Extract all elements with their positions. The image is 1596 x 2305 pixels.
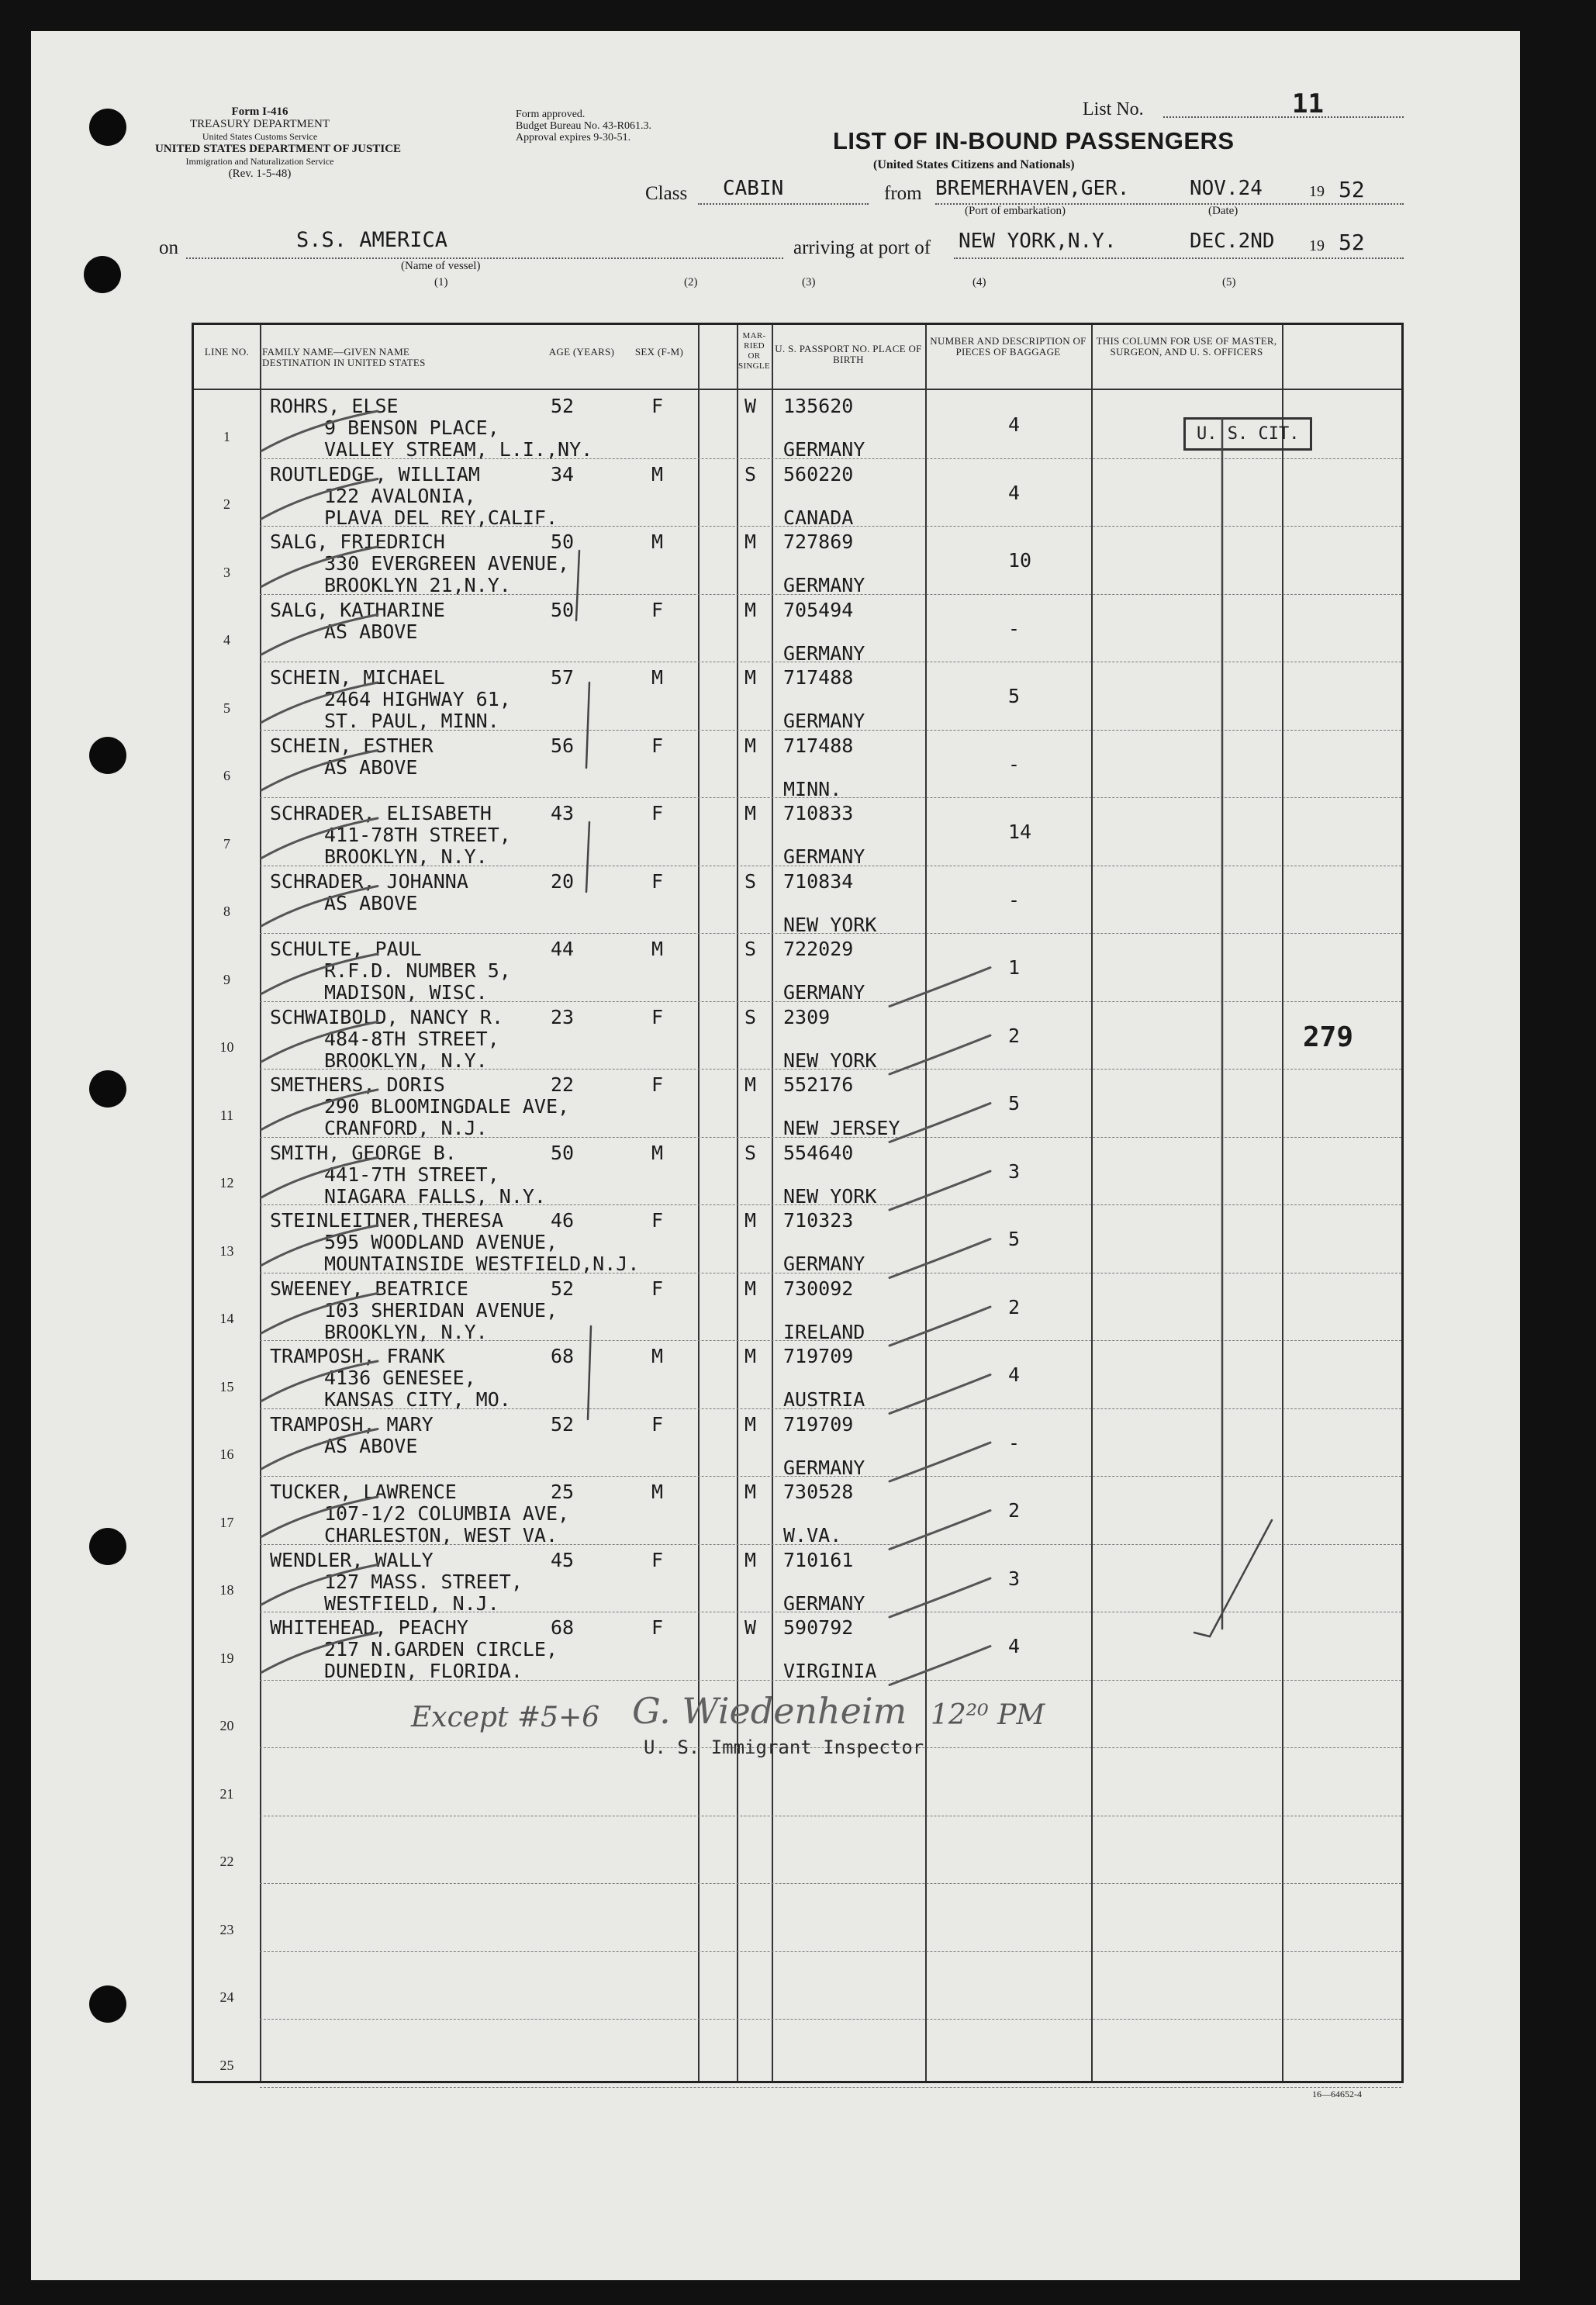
binder-hole [89, 1985, 126, 2023]
passenger-age: 52 [551, 1277, 575, 1300]
header-line-no: LINE NO. [204, 346, 250, 358]
passenger-marital-status: M [744, 1209, 757, 1232]
passenger-age: 44 [551, 938, 575, 960]
passport-number: 730528 [783, 1481, 854, 1503]
passenger-city: DUNEDIN, FLORIDA. [324, 1660, 523, 1682]
passenger-marital-status: S [744, 1141, 757, 1164]
passenger-city: BROOKLYN, N.Y. [324, 845, 488, 868]
passenger-marital-status: S [744, 1005, 757, 1028]
footer-code: 16—64652-4 [1312, 2089, 1362, 2099]
passenger-name: SALG, FRIEDRICH [270, 530, 445, 553]
passport-number: 552176 [783, 1073, 854, 1096]
passenger-city: NIAGARA FALLS, N.Y. [324, 1184, 546, 1208]
header-name: FAMILY NAME—GIVEN NAME DESTINATION IN UNITED STATES [262, 346, 426, 368]
passport-number: 590792 [783, 1616, 854, 1639]
passenger-age: 68 [551, 1616, 575, 1639]
place-of-birth: W.VA. [783, 1524, 842, 1546]
line-number: 16 [219, 1446, 234, 1462]
passenger-name: SCHRADER, JOHANNA [270, 869, 468, 893]
line-number: 23 [219, 1921, 234, 1937]
passenger-marital-status: M [744, 1481, 757, 1503]
passenger-sex: M [651, 1481, 664, 1503]
baggage-count: 1 [1008, 956, 1021, 979]
passenger-city: MADISON, WISC. [324, 981, 488, 1004]
passenger-sex: M [651, 1345, 664, 1367]
baggage-count: 2 [1008, 1295, 1021, 1318]
embarkation-port-value: BREMERHAVEN,GER. [935, 177, 1130, 200]
col-num: (1) [434, 276, 448, 289]
approval-line: Budget Bureau No. 43-R061.3. [516, 120, 651, 132]
passport-number: 135620 [783, 395, 854, 417]
passenger-address: 595 WOODLAND AVENUE, [324, 1231, 558, 1253]
page-title: LIST OF IN-BOUND PASSENGERS [833, 127, 1235, 154]
passenger-age: 45 [551, 1548, 575, 1571]
baggage-count: 3 [1008, 1567, 1021, 1590]
passenger-name: SCHULTE, PAUL [270, 938, 422, 960]
passenger-city: BROOKLYN, N.Y. [324, 1320, 488, 1343]
passenger-address: 290 BLOOMINGDALE AVE, [324, 1095, 570, 1118]
passenger-address: 122 AVALONIA, [324, 484, 476, 507]
passenger-name: ROHRS, ELSE [270, 395, 399, 417]
passenger-city: KANSAS CITY, MO. [324, 1388, 511, 1411]
passenger-address: 9 BENSON PLACE, [324, 416, 499, 439]
passenger-name: SCHRADER, ELISABETH [270, 802, 492, 824]
passenger-age: 22 [551, 1073, 575, 1096]
binder-hole [84, 256, 121, 293]
date-caption: (Date) [1208, 205, 1238, 217]
line-number: 11 [219, 1107, 234, 1123]
passenger-city: VALLEY STREAM, L.I.,NY. [324, 438, 593, 461]
passenger-city: ST. PAUL, MINN. [324, 710, 499, 732]
from-label: from [884, 183, 922, 204]
passenger-marital-status: M [744, 1073, 757, 1096]
department-block [155, 105, 402, 180]
arriving-label: arriving at port of [793, 237, 931, 258]
passenger-age: 50 [551, 1141, 575, 1164]
passenger-sex: F [651, 395, 664, 417]
passenger-address: 411-78TH STREET, [324, 824, 511, 846]
inspector-note: Except #5+6 [411, 1702, 600, 1733]
officer-count-number: 279 [1303, 1021, 1354, 1053]
passport-number: 727869 [783, 530, 854, 553]
form-page [31, 31, 1520, 2280]
place-of-birth: GERMANY [783, 641, 865, 665]
baggage-count: 2 [1008, 1499, 1021, 1522]
baggage-count: 3 [1008, 1159, 1021, 1183]
passenger-city: CRANFORD, N.J. [324, 1117, 488, 1139]
place-of-birth: GERMANY [783, 574, 865, 596]
header-sex: SEX (F-M) [634, 346, 684, 358]
passenger-name: TRAMPOSH, FRANK [270, 1345, 445, 1367]
passenger-name: SCHEIN, MICHAEL [270, 666, 445, 689]
baggage-count: 4 [1008, 481, 1021, 504]
dept-treasury: TREASURY DEPARTMENT [189, 118, 330, 130]
col-num: (4) [972, 276, 986, 289]
line-number: 25 [219, 2057, 234, 2073]
binder-hole [89, 737, 126, 774]
baggage-count: 4 [1008, 1363, 1021, 1386]
departure-year-value: 52 [1339, 177, 1365, 202]
passport-number: 554640 [783, 1141, 854, 1164]
passenger-name: SCHWAIBOLD, NANCY R. [270, 1005, 504, 1028]
passenger-name: TRAMPOSH, MARY [270, 1412, 434, 1436]
passenger-marital-status: S [744, 869, 757, 893]
col-num: (2) [684, 276, 698, 289]
passenger-address: 441-7TH STREET, [324, 1163, 499, 1186]
passenger-address: 127 MASS. STREET, [324, 1570, 523, 1593]
passport-number: 705494 [783, 598, 854, 621]
baggage-count: 2 [1008, 1024, 1021, 1047]
line-number: 22 [219, 1854, 234, 1869]
passenger-age: 43 [551, 802, 575, 824]
passport-number: 2309 [783, 1005, 831, 1028]
header-age: AGE (YEARS) [548, 346, 615, 358]
passport-number: 717488 [783, 666, 854, 689]
place-of-birth: NEW JERSEY [783, 1117, 900, 1139]
passenger-sex: F [651, 802, 664, 824]
passenger-name: SWEENEY, BEATRICE [270, 1277, 468, 1300]
passport-number: 560220 [783, 462, 854, 486]
passenger-sex: F [651, 1616, 664, 1639]
binder-hole [89, 1528, 126, 1565]
passenger-address: 2464 HIGHWAY 61, [324, 688, 511, 710]
passenger-marital-status: M [744, 530, 757, 553]
place-of-birth: NEW YORK [783, 1184, 877, 1208]
passenger-age: 25 [551, 1481, 575, 1503]
passenger-marital-status: M [744, 1412, 757, 1436]
dept-justice: UNITED STATES DEPARTMENT OF JUSTICE [155, 143, 402, 155]
passenger-age: 52 [551, 395, 575, 417]
passenger-address: AS ABOVE [324, 620, 418, 643]
on-label: on [159, 237, 178, 258]
passenger-sex: F [651, 598, 664, 621]
passport-number: 710161 [783, 1548, 854, 1571]
passenger-name: SMETHERS, DORIS [270, 1073, 445, 1096]
place-of-birth: IRELAND [783, 1320, 865, 1343]
passenger-sex: M [651, 666, 664, 689]
passenger-sex: F [651, 1209, 664, 1232]
passenger-age: 57 [551, 666, 575, 689]
header-baggage: NUMBER AND DESCRIPTION OF PIECES OF BAGGAGE [930, 335, 1086, 358]
place-of-birth: NEW YORK [783, 913, 877, 936]
passport-number: 717488 [783, 734, 854, 757]
place-of-birth: GERMANY [783, 1253, 865, 1275]
passenger-name: SCHEIN, ESTHER [270, 734, 434, 757]
passenger-city: PLAVA DEL REY,CALIF. [324, 506, 558, 529]
place-of-birth: GERMANY [783, 710, 865, 732]
baggage-count: 5 [1008, 1228, 1021, 1250]
place-of-birth: GERMANY [783, 1591, 865, 1615]
baggage-count: 4 [1008, 1635, 1021, 1657]
passenger-sex: F [651, 734, 664, 757]
class-label: Class [645, 183, 688, 204]
line-number: 3 [223, 564, 230, 580]
approval-block [516, 109, 651, 143]
passenger-city: CHARLESTON, WEST VA. [324, 1524, 558, 1546]
place-of-birth: GERMANY [783, 1456, 865, 1479]
baggage-count: 5 [1008, 1092, 1021, 1114]
col-num: (5) [1222, 276, 1236, 289]
line-number: 7 [223, 835, 230, 852]
binder-hole [89, 1070, 126, 1108]
passport-number: 722029 [783, 938, 854, 960]
passenger-age: 23 [551, 1005, 575, 1028]
embarkation-port-caption: (Port of embarkation) [965, 205, 1066, 217]
place-of-birth: MINN. [783, 777, 842, 800]
passenger-city: BROOKLYN, N.Y. [324, 1049, 488, 1072]
passenger-marital-status: M [744, 802, 757, 824]
passport-number: 710833 [783, 802, 854, 824]
passenger-address: 217 N.GARDEN CIRCLE, [324, 1638, 558, 1660]
passenger-address: AS ABOVE [324, 1434, 418, 1457]
passenger-address: 330 EVERGREEN AVENUE, [324, 552, 570, 575]
passenger-marital-status: M [744, 1345, 757, 1367]
passenger-age: 52 [551, 1412, 575, 1436]
line-number: 2 [223, 496, 230, 512]
baggage-count: 14 [1008, 821, 1032, 843]
passenger-marital-status: W [744, 1616, 757, 1639]
line-number: 8 [223, 904, 230, 919]
passenger-address: AS ABOVE [324, 755, 418, 779]
place-of-birth: AUSTRIA [783, 1388, 865, 1411]
line-number: 13 [219, 1242, 234, 1259]
baggage-count: 10 [1008, 549, 1032, 572]
form-number: Form I-416 [231, 105, 288, 118]
passenger-name: WENDLER, WALLY [270, 1548, 434, 1571]
line-number: 18 [219, 1582, 234, 1598]
passenger-marital-status: W [744, 395, 757, 417]
approval-line: Approval expires 9-30-51. [516, 132, 631, 143]
passenger-address: 103 SHERIDAN AVENUE, [324, 1298, 558, 1322]
passenger-age: 56 [551, 734, 575, 757]
baggage-count: - [1008, 752, 1021, 776]
baggage-count: - [1008, 888, 1021, 911]
dept-customs: United States Customs Service [202, 131, 318, 142]
arrival-year-value: 52 [1339, 230, 1365, 255]
line-number: 4 [223, 632, 230, 648]
place-of-birth: CANADA [783, 506, 854, 529]
passenger-address: 4136 GENESEE, [324, 1367, 476, 1389]
line-number: 15 [219, 1378, 234, 1394]
passenger-marital-status: M [744, 1277, 757, 1300]
passenger-age: 68 [551, 1345, 575, 1367]
binder-hole [89, 109, 126, 146]
approval-line: Form approved. [516, 109, 586, 120]
passport-number: 710834 [783, 869, 854, 893]
passenger-address: 484-8TH STREET, [324, 1027, 499, 1050]
passenger-name: TUCKER, LAWRENCE [270, 1481, 457, 1503]
passenger-sex: F [651, 1073, 664, 1096]
dept-immigration: Immigration and Naturalization Service [185, 156, 334, 167]
header-officers: THIS COLUMN FOR USE OF MASTER, SURGEON, AND U. S. OFFICERS [1096, 335, 1277, 358]
passenger-name: WHITEHEAD, PEACHY [270, 1616, 468, 1639]
line-number: 6 [223, 768, 230, 783]
line-number: 10 [219, 1039, 234, 1055]
line-number: 21 [219, 1785, 234, 1802]
passenger-sex: M [651, 1141, 664, 1164]
header-passport: U. S. PASSPORT NO. PLACE OF BIRTH [775, 343, 922, 365]
line-number: 9 [223, 971, 230, 987]
passenger-marital-status: M [744, 666, 757, 689]
passenger-marital-status: M [744, 1548, 757, 1571]
passenger-sex: M [651, 530, 664, 553]
passenger-name: SMITH, GEORGE B. [270, 1141, 457, 1164]
place-of-birth: GERMANY [783, 438, 865, 461]
passenger-age: 50 [551, 598, 575, 621]
passenger-sex: M [651, 938, 664, 960]
vessel-caption: (Name of vessel) [401, 260, 481, 272]
passenger-address: 107-1/2 COLUMBIA AVE, [324, 1502, 570, 1525]
line-number: 19 [219, 1650, 234, 1666]
line-number: 14 [219, 1311, 234, 1326]
page-subtitle: (United States Citizens and Nationals) [873, 158, 1075, 171]
place-of-birth: GERMANY [783, 981, 865, 1004]
passenger-name: ROUTLEDGE, WILLIAM [270, 462, 480, 486]
passenger-name: SALG, KATHARINE [270, 598, 445, 621]
passenger-city: MOUNTAINSIDE WESTFIELD,N.J. [324, 1253, 640, 1275]
passenger-sex: F [651, 1005, 664, 1028]
passenger-name: STEINLEITNER,THERESA [270, 1209, 504, 1232]
arrival-date-value: DEC.2ND [1190, 230, 1275, 253]
passenger-address: AS ABOVE [324, 891, 418, 914]
year-prefix: 19 [1309, 237, 1325, 254]
passport-number: 710323 [783, 1209, 854, 1232]
passenger-marital-status: M [744, 734, 757, 757]
form-revision: (Rev. 1-5-48) [228, 168, 292, 180]
line-number: 5 [223, 700, 230, 716]
passenger-sex: F [651, 869, 664, 893]
passport-number: 719709 [783, 1345, 854, 1367]
passenger-age: 46 [551, 1209, 575, 1232]
place-of-birth: VIRGINIA [783, 1660, 877, 1682]
passenger-marital-status: S [744, 938, 757, 960]
passenger-sex: F [651, 1548, 664, 1571]
place-of-birth: GERMANY [783, 845, 865, 868]
baggage-count: 5 [1008, 685, 1021, 707]
passenger-marital-status: M [744, 598, 757, 621]
col-num: (3) [802, 276, 816, 289]
line-number: 20 [219, 1718, 234, 1733]
line-number: 24 [219, 1989, 234, 2005]
baggage-count: 4 [1008, 413, 1021, 436]
list-no-label: List No. [1083, 99, 1144, 119]
baggage-count: - [1008, 617, 1021, 640]
passenger-marital-status: S [744, 462, 757, 486]
passenger-table [192, 323, 1404, 2083]
list-no-value: 11 [1292, 88, 1324, 119]
baggage-count: - [1008, 1431, 1021, 1454]
passenger-address: R.F.D. NUMBER 5, [324, 959, 511, 982]
passenger-sex: F [651, 1412, 664, 1436]
header-married: MAR-RIED OR SINGLE [738, 331, 770, 371]
departure-date-value: NOV.24 [1190, 177, 1263, 200]
passport-number: 730092 [783, 1277, 854, 1300]
line-number: 12 [219, 1175, 234, 1191]
line-number: 17 [219, 1514, 234, 1530]
passenger-age: 34 [551, 462, 575, 486]
inspector-title: U. S. Immigrant Inspector [644, 1737, 924, 1758]
passenger-age: 50 [551, 530, 575, 553]
us-citizen-stamp: U. S. CIT. [1183, 417, 1312, 451]
passenger-age: 20 [551, 869, 575, 893]
class-value: CABIN [723, 177, 784, 200]
passenger-sex: F [651, 1277, 664, 1300]
inspector-signature: G. Wiedenheim [632, 1690, 907, 1732]
inspector-time: 12²⁰ PM [931, 1699, 1045, 1731]
passenger-city: WESTFIELD, N.J. [324, 1591, 499, 1615]
passenger-city: BROOKLYN 21,N.Y. [324, 574, 511, 596]
line-number: 1 [223, 428, 230, 444]
place-of-birth: NEW YORK [783, 1049, 877, 1072]
year-prefix: 19 [1309, 183, 1325, 200]
passenger-sex: M [651, 462, 664, 486]
arrival-port-value: NEW YORK,N.Y. [959, 230, 1117, 253]
vessel-value: S.S. AMERICA [296, 228, 448, 252]
passport-number: 719709 [783, 1412, 854, 1436]
